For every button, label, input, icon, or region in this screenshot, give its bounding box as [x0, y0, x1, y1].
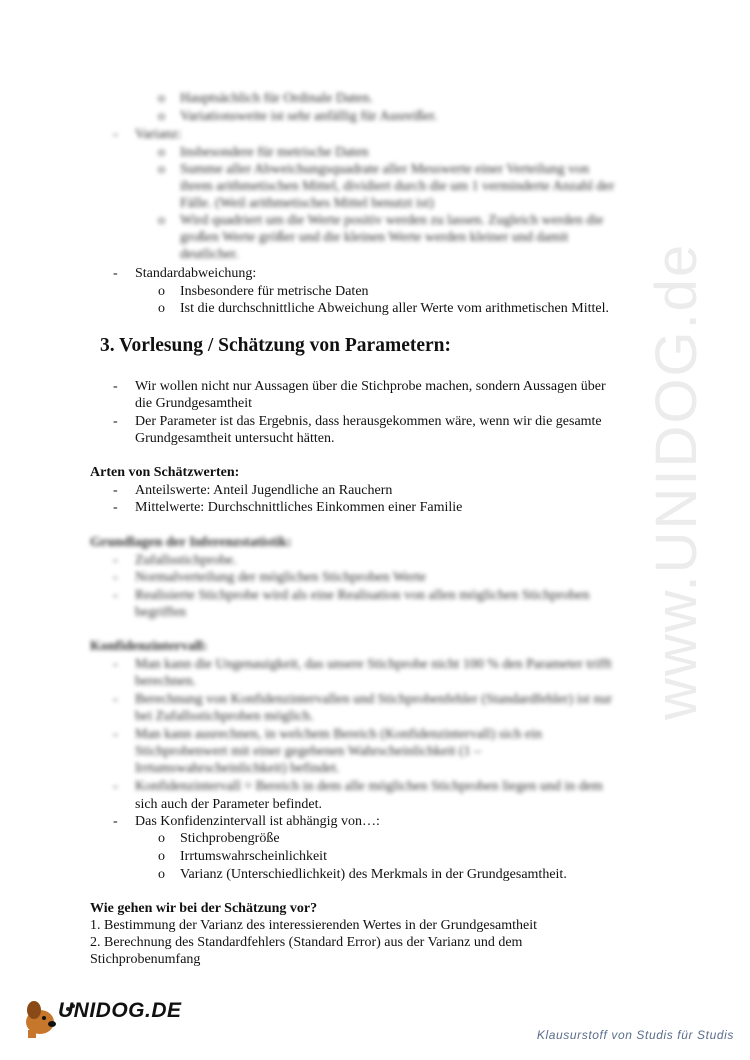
logo-text: UNIDOG.DE [58, 999, 182, 1022]
blurred-line: Stichprobenwert mit einer gegebenen Wahrscheinlichkeit (1 – [135, 744, 482, 759]
footer-tagline: Klausurstoff von Studis für Studis [536, 1028, 734, 1042]
bullet-dash: - [113, 266, 118, 281]
intro-line: Grundgesamtheit untersucht hätten. [135, 431, 335, 446]
blurred-line: bei Zufallsstichproben möglich. [135, 709, 314, 724]
bullet-dash: - [113, 657, 118, 672]
konfidenz-cont: sich auch der Parameter befindet. [135, 797, 322, 812]
bullet-circle: o [158, 301, 165, 316]
section-heading: 3. Vorlesung / Schätzung von Parametern: [100, 335, 451, 356]
bullet-circle: o [158, 213, 165, 228]
bullet-circle: o [158, 867, 165, 882]
intro-line: die Grundgesamtheit [135, 396, 253, 411]
bullet-circle: o [158, 284, 165, 299]
blurred-line: Realisierte Stichprobe wird als eine Realisation von allen möglichen Stichproben [135, 588, 590, 603]
blurred-line: berechnen. [135, 674, 197, 689]
bullet-dash: - [113, 500, 118, 515]
std-item: Insbesondere für metrische Daten [180, 284, 369, 299]
watermark-text: www.UNIDOG.de [644, 242, 709, 720]
blurred-line: großen Werte größer und die kleinen Werte werden kleiner und damit [180, 230, 569, 245]
blurred-line: Wird quadriert um die Werte positiv werden zu lassen. Zugleich werden die [180, 213, 604, 228]
blurred-line: Insbesondere für metrische Daten [180, 145, 369, 160]
blurred-line: Konfidenzintervall = Bereich in dem alle möglichen Stichproben liegen und in dem [135, 779, 603, 794]
blurred-line: Fälle. (Weil arithmetisches Mittel benutzt ist) [180, 196, 434, 211]
bullet-circle: o [158, 162, 165, 177]
bullet-dash: - [113, 727, 118, 742]
blurred-line: Irrtumswahrscheinlichkeit) befindet. [135, 761, 340, 776]
intro-line: Wir wollen nicht nur Aussagen über die Stichprobe machen, sondern Aussagen über [135, 379, 606, 394]
blurred-line: Varianz: [135, 127, 182, 142]
wie-title: Wie gehen wir bei der Schätzung vor? [90, 901, 318, 916]
konfidenz-item: Varianz (Unterschiedlichkeit) des Merkmals in der Grundgesamtheit. [180, 867, 567, 882]
wie-line: 1. Bestimmung der Varianz des interessierenden Wertes in der Grundgesamtheit [90, 918, 538, 933]
konfidenz-title: Konfidenzintervall: [90, 639, 208, 654]
bullet-dash: - [113, 588, 118, 603]
blurred-line: Man kann die Ungenauigkeit, das unsere Stichprobe nicht 100 % den Parameter trifft [135, 657, 612, 672]
blurred-line: Hauptsächlich für Ordinale Daten. [180, 91, 373, 106]
bullet-dash: - [113, 779, 118, 794]
bullet-dash: - [113, 692, 118, 707]
bullet-dash: - [113, 483, 118, 498]
wie-line: Stichprobenumfang [90, 952, 201, 967]
std-item: Ist die durchschnittliche Abweichung aller Werte vom arithmetischen Mittel. [180, 301, 609, 316]
bullet-dash: - [113, 127, 118, 142]
konfidenz-item: Irrtumswahrscheinlichkeit [180, 849, 327, 864]
wie-line: 2. Berechnung des Standardfehlers (Standard Error) aus der Varianz und dem [90, 935, 523, 950]
arten-title: Arten von Schätzwerten: [90, 465, 240, 480]
blurred-line: begriffen [135, 605, 187, 620]
konfidenz-item: Stichprobengröße [180, 831, 280, 846]
bullet-circle: o [158, 849, 165, 864]
konfidenz-label: Das Konfidenzintervall ist abhängig von…: [135, 814, 380, 829]
blurred-line: Man kann ausrechnen, in welchem Bereich (Konfidenzintervall) sich ein [135, 727, 543, 742]
blurred-line: Variationsweite ist sehr anfällig für Ausreißer. [180, 109, 438, 124]
bullet-circle: o [158, 831, 165, 846]
arten-item: Mittelwerte: Durchschnittliches Einkommen einer Familie [135, 500, 463, 515]
bullet-circle: o [158, 109, 165, 124]
blurred-line: Summe aller Abweichungsquadrate aller Messwerte einer Verteilung von [180, 162, 590, 177]
bullet-circle: o [158, 91, 165, 106]
bullet-dash: - [113, 570, 118, 585]
std-label: Standardabweichung: [135, 266, 257, 281]
bullet-dash: - [113, 379, 118, 394]
bullet-dash: - [113, 553, 118, 568]
blurred-line: deutlicher. [180, 247, 239, 262]
blurred-line: Normalverteilung der möglichen Stichproben Werte [135, 570, 426, 585]
grundlagen-title: Grundlagen der Inferenzstatistik: [90, 535, 292, 550]
bullet-dash: - [113, 814, 118, 829]
intro-line: Der Parameter ist das Ergebnis, dass herausgekommen wäre, wenn wir die gesamte [135, 414, 602, 429]
blurred-line: ihrem arithmetischen Mittel, dividiert durch die um 1 verminderte Anzahl der [180, 179, 615, 194]
blurred-line: Berechnung von Konfidenzintervallen und Stichprobenfehler (Standardfehler) ist nur [135, 692, 613, 707]
arten-item: Anteilswerte: Anteil Jugendliche an Rauchern [135, 483, 393, 498]
blurred-line: Zufallsstichprobe. [135, 553, 237, 568]
bullet-circle: o [158, 145, 165, 160]
bullet-dash: - [113, 414, 118, 429]
